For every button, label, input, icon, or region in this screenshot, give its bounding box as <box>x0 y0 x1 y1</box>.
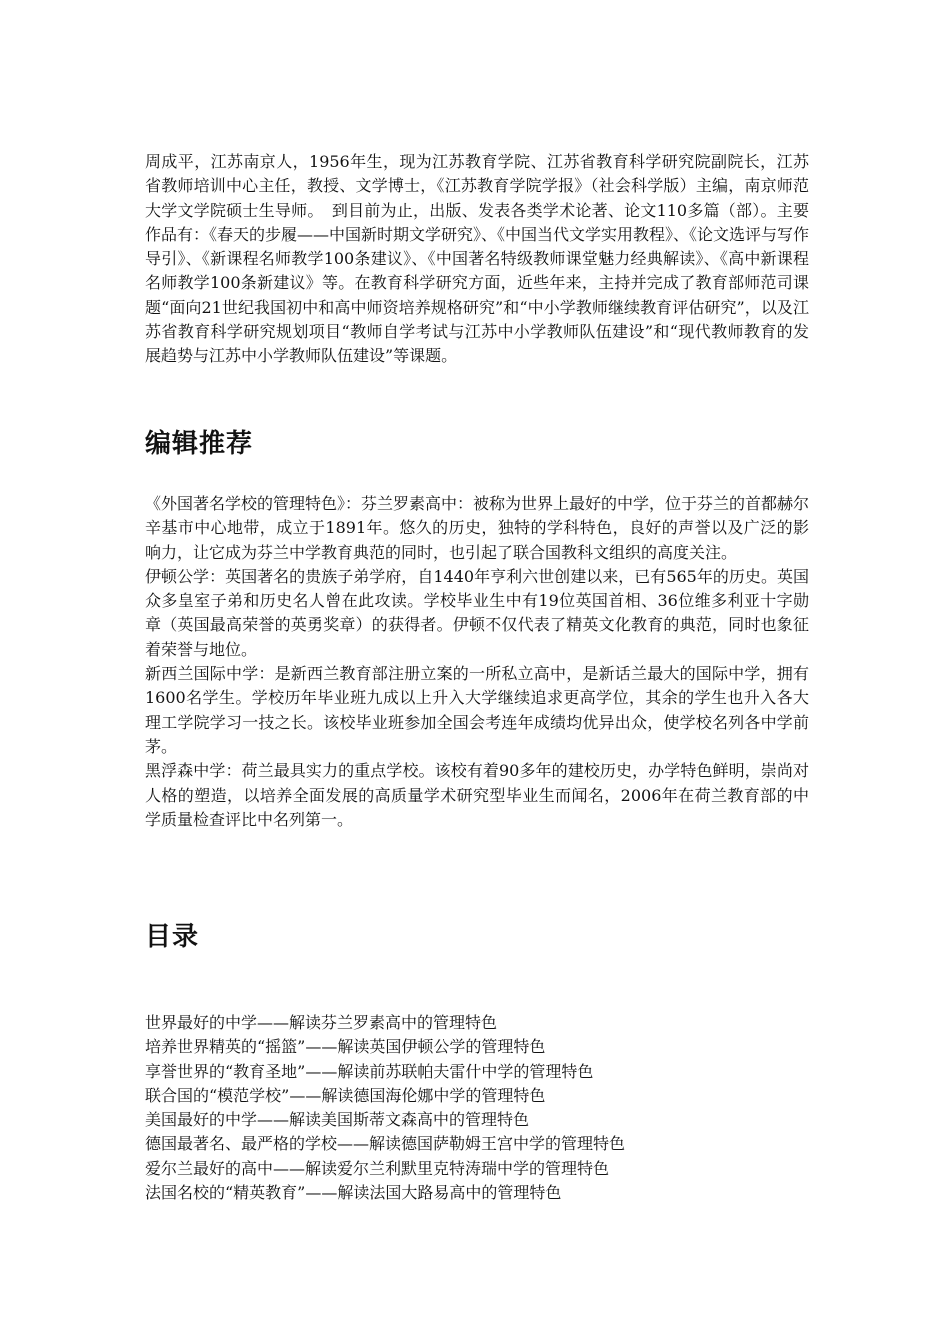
toc-item: 联合国的“模范学校”——解读德国海伦娜中学的管理特色 <box>145 1085 546 1105</box>
recommend-paragraph-finland: 《外国著名学校的管理特色》：芬兰罗素高中：被称为世界上最好的中学，位于芬兰的首都赫尔辛基市中心地带，成立于1891年。悠久的历史，独特的学科特色，良好的声誉以及广泛的影响力，让它成为芬兰中学教育典范的同时，也引起了联合国教科文组织的高度关注。 <box>145 494 810 562</box>
toc-item: 法国名校的“精英教育”——解读法国大路易高中的管理特色 <box>145 1183 562 1203</box>
toc-item: 爱尔兰最好的高中——解读爱尔兰利默里克特涛瑞中学的管理特色 <box>145 1158 610 1178</box>
recommend-paragraph-netherlands: 黑浮森中学：荷兰最具实力的重点学校。该校有着90多年的建校历史，办学特色鲜明，崇尚对人格的塑造，以培养全面发展的高质量学术研究型毕业生而闻名，2006年在荷兰教育部的中学质量检查评比中名列第一。 <box>145 761 809 829</box>
toc-item: 培养世界精英的“摇篮”——解读英国伊顿公学的管理特色 <box>145 1037 546 1057</box>
recommend-paragraph-new-zealand: 新西兰国际中学：是新西兰教育部注册立案的一所私立高中，是新话兰最大的国际中学，拥有1600名学生。学校历年毕业班九成以上升入大学继续追求更高学位，其余的学生也升入各大理工学院学习一技之长。该校毕业班参加全国会考连年成绩均优异出众，使学校名列各中学前茅。 <box>145 664 809 756</box>
table-of-contents <box>145 1011 625 1205</box>
editor-recommend-heading: 编辑推荐 <box>145 429 254 459</box>
editor-recommend-section <box>145 492 809 832</box>
author-bio-paragraph: 周成平，江苏南京人，1956年生，现为江苏教育学院、江苏省教育科学研究院副院长，江苏省教师培训中心主任，教授、文学博士，《江苏教育学院学报》（社会科学版）主编，南京师范大学文学院硕士生导师。 到目前为止，出版、发表各类学术论著、论文110多篇（部）。主要作品有：《春天的步履——中国新时期文学研究》、《中国当代文学实用教程》、《论文选评与写作导引》、《新课程名师教学100条建议》、《中国著名特级教师课堂魅力经典解读》、《高中新课程名师教学100条新建议》等。在教育科学研究方面，近些年来，主持并完成了教育部师范司课题“面向21世纪我国初中和高中师资培养规格研究”和“中小学教师继续教育评估研究”，以及江苏省教育科学研究规划项目“教师自学考试与江苏中小学教师队伍建设”和“现代教师教育的发展趋势与江苏中小学教师队伍建设”等课题。 <box>145 152 810 366</box>
toc-item: 美国最好的中学——解读美国斯蒂文森高中的管理特色 <box>145 1110 530 1130</box>
toc-item: 享誉世界的“教育圣地”——解读前苏联帕夫雷什中学的管理特色 <box>145 1061 594 1081</box>
toc-item: 德国最著名、最严格的学校——解读德国萨勒姆王宫中学的管理特色 <box>145 1134 626 1154</box>
toc-heading: 目录 <box>145 922 200 952</box>
toc-item: 世界最好的中学——解读芬兰罗素高中的管理特色 <box>145 1013 498 1032</box>
recommend-paragraph-eton: 伊顿公学：英国著名的贵族子弟学府，自1440年亨利六世创建以来，已有565年的历史。英国众多皇室子弟和历史名人曾在此攻读。学校毕业生中有19位英国首相、36位维多利亚十字勋章（英国最高荣誉的英勇奖章）的获得者。伊顿不仅代表了精英文化教育的典范，同时也象征着荣誉与地位。 <box>145 566 809 659</box>
